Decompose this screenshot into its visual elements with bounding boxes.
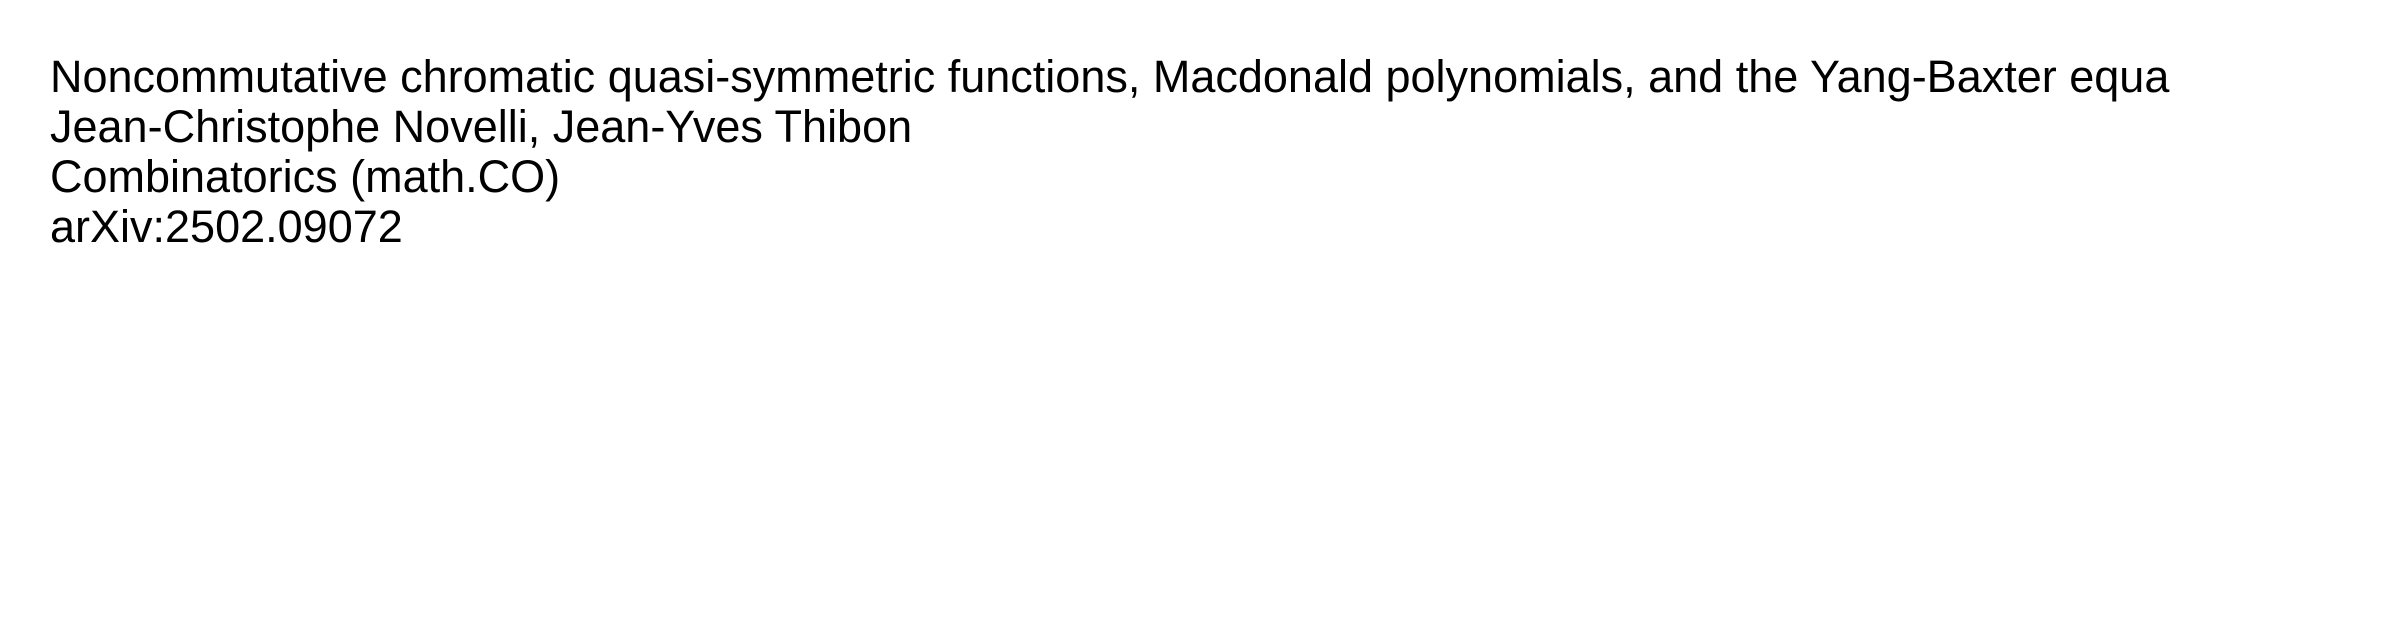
paper-arxiv-id: arXiv:2502.09072 bbox=[50, 201, 403, 252]
paper-title: Noncommutative chromatic quasi-symmetric functions, Macdonald polynomials, and the Yang-Baxter equa bbox=[50, 52, 2170, 102]
paper-entry bbox=[50, 52, 2384, 252]
paper-authors: Jean-Christophe Novelli, Jean-Yves Thibon bbox=[50, 101, 913, 152]
paper-category: Combinatorics (math.CO) bbox=[50, 151, 561, 202]
